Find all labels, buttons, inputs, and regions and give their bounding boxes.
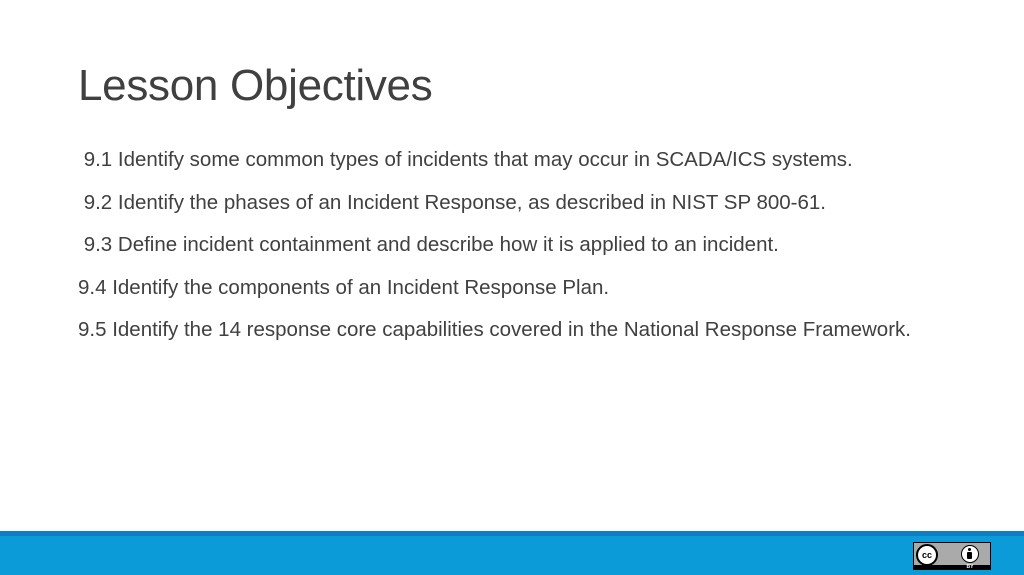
- objective-item: 9.1 Identify some common types of incidents that may occur in SCADA/ICS systems.: [78, 148, 853, 171]
- objective-item: 9.3 Define incident containment and describe how it is applied to an incident.: [78, 233, 779, 256]
- objectives-list: [78, 146, 948, 359]
- objective-item: 9.5 Identify the 14 response core capabilities covered in the National Response Framework.: [78, 318, 911, 341]
- license-by-label: BY: [966, 564, 974, 570]
- cc-logo-icon: cc: [916, 544, 938, 566]
- objective-item: 9.4 Identify the components of an Incident Response Plan.: [78, 275, 610, 299]
- attribution-person-icon: [961, 545, 979, 563]
- license-label-band: [914, 565, 990, 570]
- slide-title: Lesson Objectives: [78, 61, 433, 110]
- creative-commons-by-icon: [913, 542, 991, 570]
- footer-band: [0, 531, 1024, 575]
- objective-item: 9.2 Identify the phases of an Incident Response, as described in NIST SP 800-61.: [78, 190, 826, 214]
